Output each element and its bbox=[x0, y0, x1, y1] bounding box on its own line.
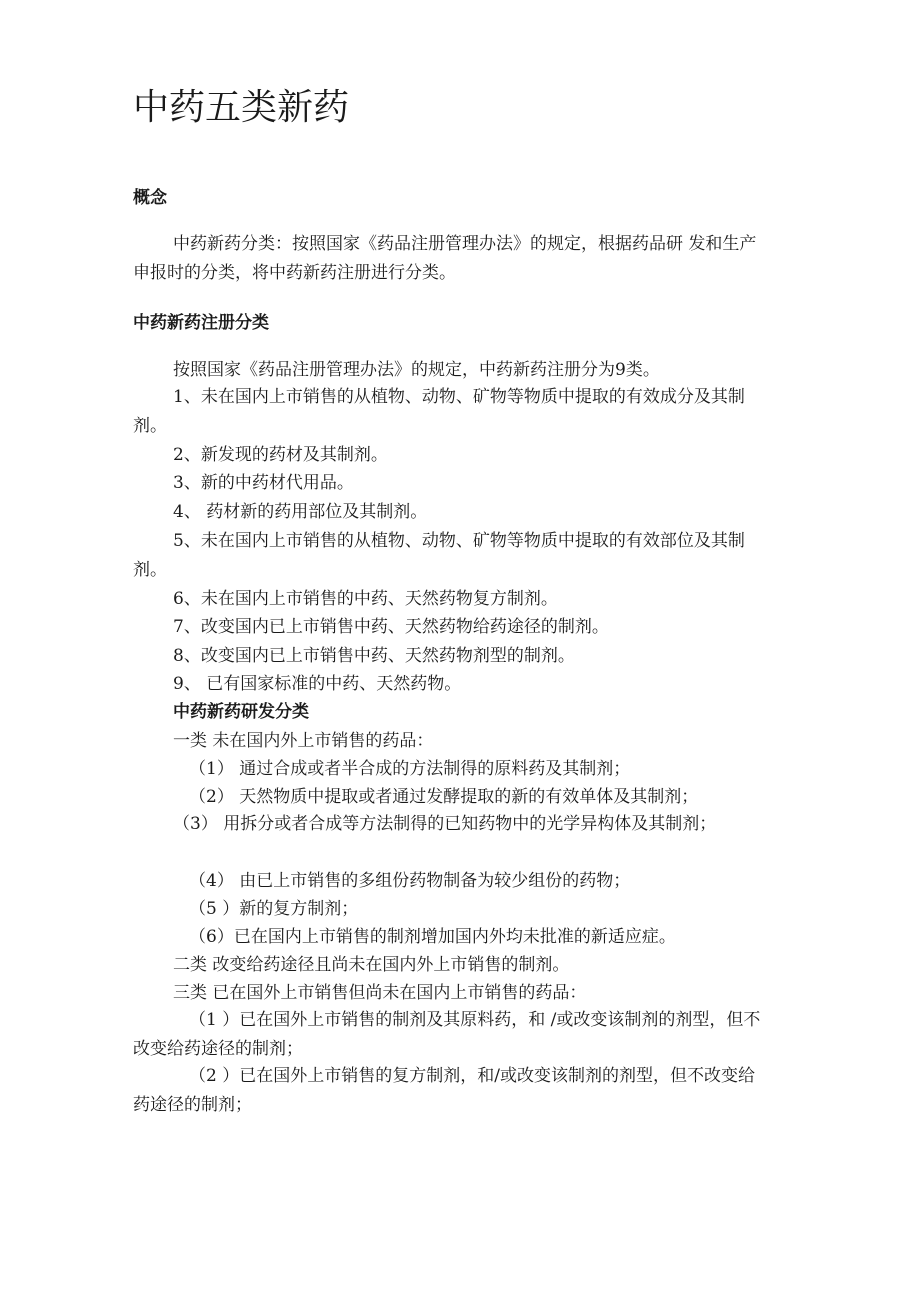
registration-item-8: 8、改变国内已上市销售中药、天然药物剂型的制剂。 bbox=[173, 646, 575, 666]
class1-item-3: （3） 用拆分或者合成等方法制得的已知药物中的光学异构体及其制剂； bbox=[173, 814, 717, 834]
class1-item-4: （4） 由已上市销售的多组份药物制备为较少组份的药物； bbox=[189, 871, 631, 891]
registration-item-3: 3、新的中药材代用品。 bbox=[173, 473, 354, 493]
concept-paragraph: 中药新药分类：按照国家《药品注册管理办法》的规定，根据药品研 发和生产申报时的分类，将中药新药注册进行分类。 bbox=[133, 234, 757, 283]
class1-item-1: （1） 通过合成或者半合成的方法制得的原料药及其制剂； bbox=[189, 759, 631, 779]
page-title: 中药五类新药 bbox=[133, 87, 350, 128]
class1-label: 一类 未在国内外上市销售的药品： bbox=[173, 731, 434, 751]
class2-label: 二类 改变给药途径且尚未在国内外上市销售的制剂。 bbox=[173, 955, 570, 975]
registration-item-1: 1、未在国内上市销售的从植物、动物、矿物等物质中提取的有效成分及其制剂。 bbox=[133, 387, 745, 436]
registration-heading: 中药新药注册分类 bbox=[133, 313, 269, 333]
class3-label: 三类 已在国外上市销售但尚未在国内上市销售的药品： bbox=[173, 983, 587, 1003]
class3-item-1: （1 ）已在国外上市销售的制剂及其原料药，和 /或改变该制剂的剂型，但不改变给药途径的制剂； bbox=[133, 1010, 761, 1059]
registration-item-9: 9、 已有国家标准的中药、天然药物。 bbox=[173, 674, 462, 694]
research-heading: 中药新药研发分类 bbox=[173, 702, 309, 722]
class1-item-5: （5 ）新的复方制剂； bbox=[189, 899, 359, 919]
registration-item-2: 2、新发现的药材及其制剂。 bbox=[173, 445, 388, 465]
registration-item-7: 7、改变国内已上市销售中药、天然药物给药途径的制剂。 bbox=[173, 617, 609, 637]
class1-item-2: （2） 天然物质中提取或者通过发酵提取的新的有效单体及其制剂； bbox=[189, 787, 699, 807]
registration-item-4: 4、 药材新的药用部位及其制剂。 bbox=[173, 502, 428, 522]
class3-item-2: （2 ）已在国外上市销售的复方制剂，和/或改变该制剂的剂型，但不改变给药途径的制剂； bbox=[133, 1066, 755, 1115]
registration-intro: 按照国家《药品注册管理办法》的规定，中药新药注册分为9类。 bbox=[173, 360, 660, 380]
concept-heading: 概念 bbox=[133, 188, 167, 208]
class1-item-6: （6）已在国内上市销售的制剂增加国内外均未批准的新适应症。 bbox=[189, 927, 676, 947]
registration-item-5: 5、未在国内上市销售的从植物、动物、矿物等物质中提取的有效部位及其制剂。 bbox=[133, 531, 745, 580]
registration-item-6: 6、未在国内上市销售的中药、天然药物复方制剂。 bbox=[173, 589, 558, 609]
